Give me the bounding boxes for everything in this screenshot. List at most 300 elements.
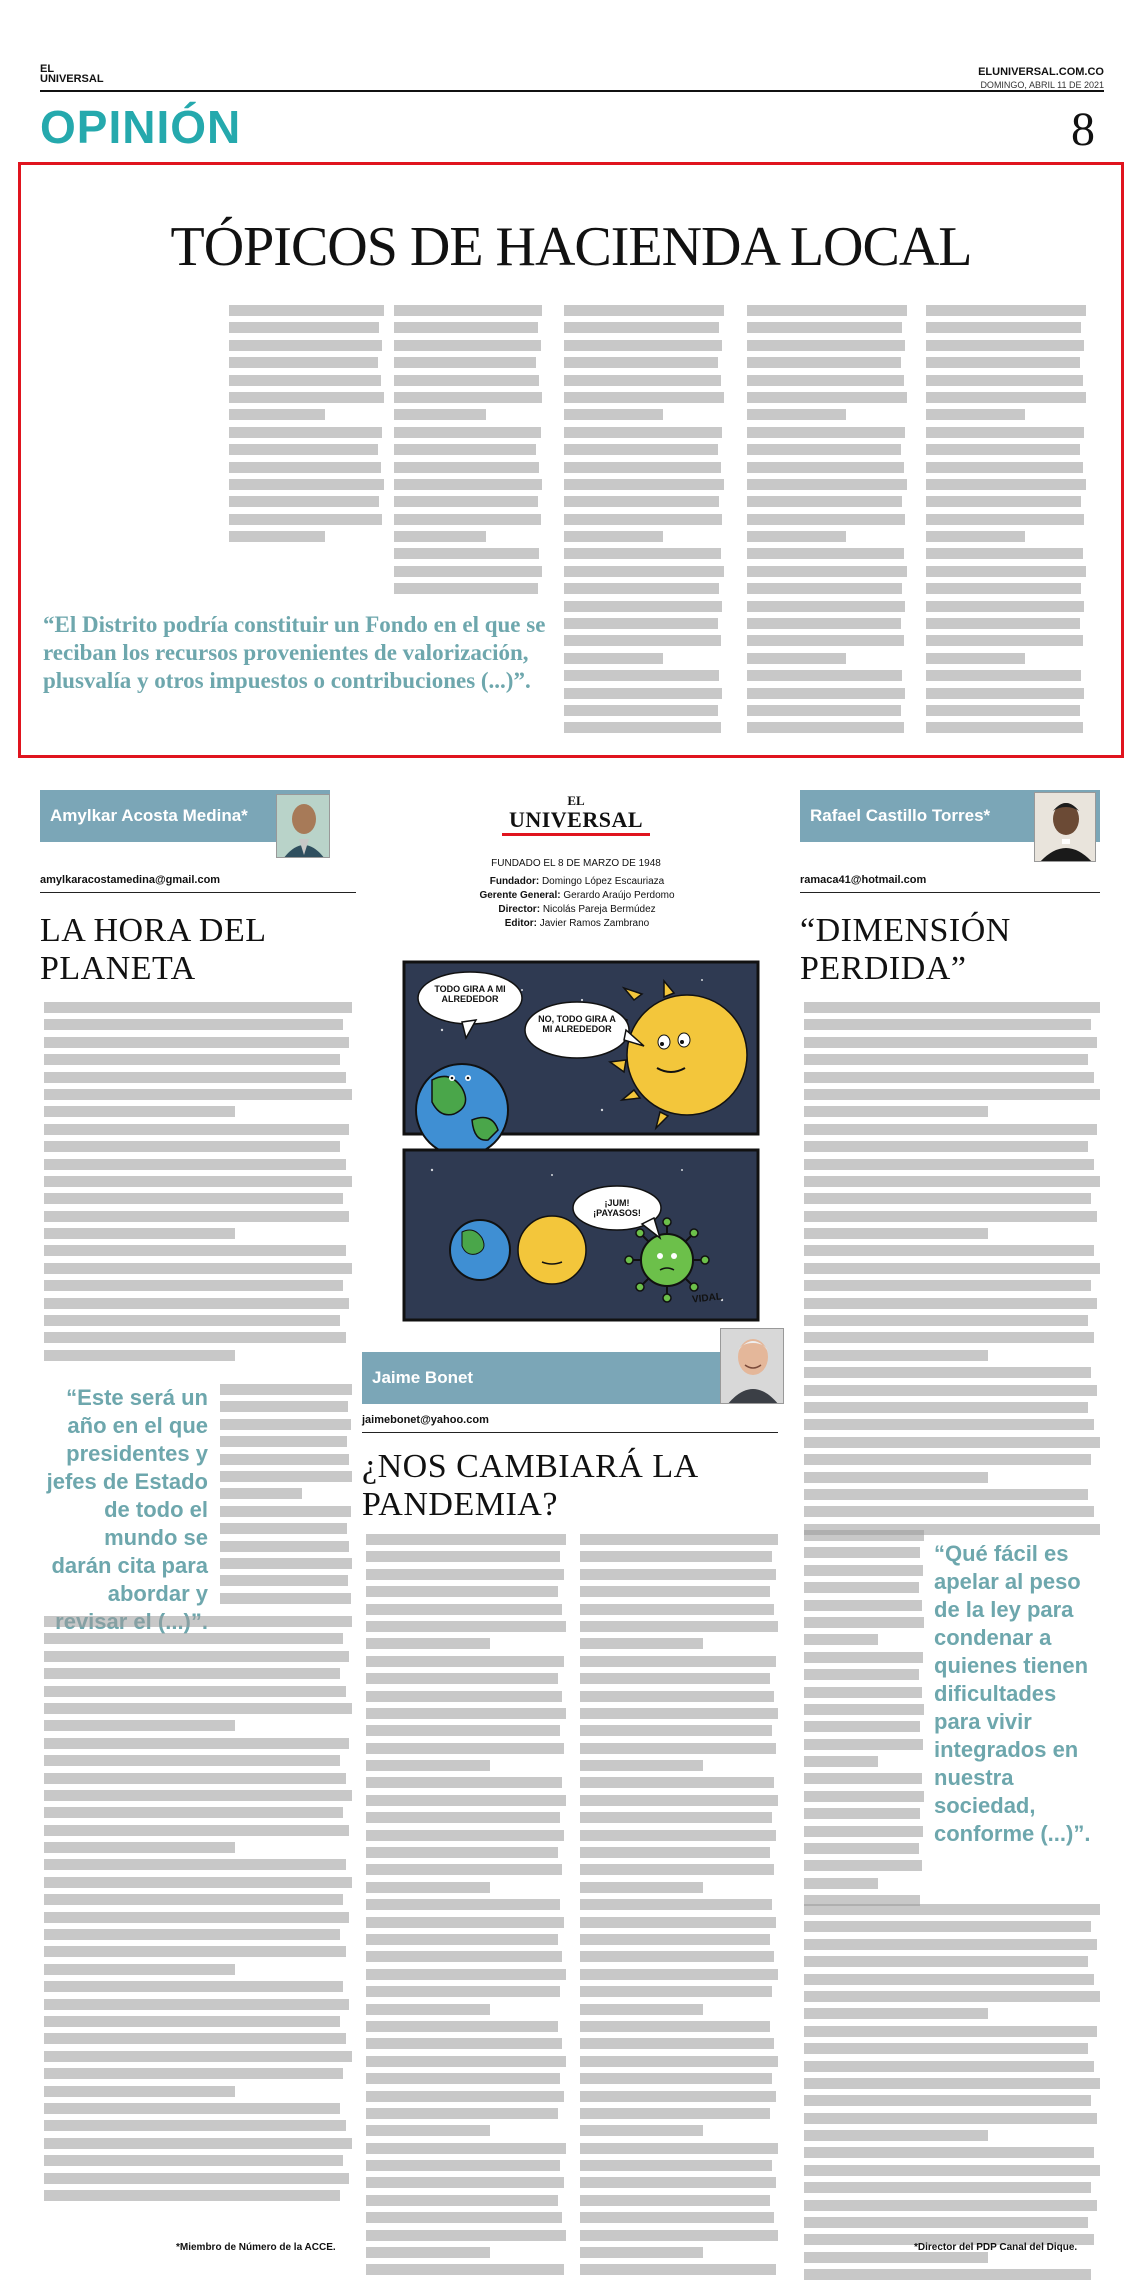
text-line [394, 392, 542, 403]
text-line [804, 1565, 923, 1576]
text-line [580, 1569, 776, 1580]
text-line [747, 375, 904, 386]
text-line [44, 1089, 352, 1100]
text-line [804, 1037, 1097, 1048]
text-line [220, 1488, 302, 1499]
text-line [747, 635, 904, 646]
text-line [804, 1530, 924, 1541]
text-line [44, 1124, 349, 1135]
text-line [804, 1843, 919, 1854]
text-line [366, 1847, 558, 1858]
text-line [394, 427, 541, 438]
text-line [564, 340, 722, 351]
staff-name: Domingo López Escauriaza [541, 876, 665, 887]
text-line [747, 514, 905, 525]
text-line [747, 583, 902, 594]
text-line [804, 2061, 1094, 2072]
text-line [804, 2008, 988, 2019]
text-line [926, 601, 1084, 612]
text-line [220, 1401, 348, 1412]
text-line [747, 462, 904, 473]
text-line [580, 1882, 703, 1893]
text-line [44, 1228, 235, 1239]
text-line [44, 2086, 235, 2097]
left-body-bottom [44, 1616, 352, 2207]
text-line [747, 653, 846, 664]
cartoon-bubble-earth: TODO GIRA A MI ALREDEDOR [434, 984, 506, 1004]
text-line [580, 1534, 778, 1545]
text-line [366, 1691, 562, 1702]
text-line [564, 409, 663, 420]
text-line [580, 2125, 703, 2136]
text-line [804, 2147, 1094, 2158]
text-line [44, 1912, 349, 1923]
text-line [366, 2004, 490, 2015]
byline-rule [40, 892, 356, 893]
text-line [804, 1072, 1094, 1083]
text-line [44, 1193, 343, 1204]
text-line [366, 2021, 558, 2032]
text-line [44, 1002, 352, 1013]
text-line [220, 1506, 351, 1517]
text-line [564, 722, 721, 733]
text-line [804, 2269, 1091, 2280]
cartoon-bubble-sun: NO, TODO GIRA A MI ALREDEDOR [538, 1014, 616, 1034]
text-line [394, 357, 536, 368]
text-line [44, 1668, 340, 1679]
column-title: “DIMENSIÓN PERDIDA” [800, 912, 1011, 987]
mid-body-column-2 [580, 1534, 778, 2282]
text-line [220, 1471, 352, 1482]
column-title: LA HORA DEL PLANETA [40, 912, 266, 987]
text-line [747, 688, 905, 699]
text-line [804, 1141, 1088, 1152]
text-line [580, 1656, 776, 1667]
text-line [804, 1089, 1100, 1100]
author-email[interactable]: ramaca41@hotmail.com [800, 874, 927, 886]
text-line [580, 1760, 703, 1771]
text-line [804, 2165, 1100, 2176]
text-line [580, 2056, 778, 2067]
text-line [366, 1951, 562, 1962]
text-line [804, 1176, 1100, 1187]
text-line [747, 322, 902, 333]
text-line [804, 1002, 1100, 1013]
text-line [926, 340, 1084, 351]
text-line [804, 1367, 1091, 1378]
text-line [747, 357, 901, 368]
text-line [366, 2212, 562, 2223]
text-line [366, 1795, 566, 1806]
text-line [220, 1384, 352, 1395]
editorial-text-column-1 [229, 305, 384, 548]
text-line [804, 1280, 1091, 1291]
text-line [804, 1547, 920, 1558]
text-line [564, 531, 663, 542]
text-line [44, 1019, 343, 1030]
text-line [220, 1454, 349, 1465]
text-line [804, 1600, 922, 1611]
staff-line-manager [452, 890, 702, 901]
text-line [804, 1617, 924, 1628]
text-line [44, 2138, 352, 2149]
text-line [394, 514, 541, 525]
column-title: ¿NOS CAMBIARÁ LA PANDEMIA? [362, 1448, 697, 1523]
text-line [926, 462, 1083, 473]
text-line [926, 496, 1081, 507]
text-line [229, 531, 325, 542]
text-line [366, 2143, 566, 2154]
text-line [564, 444, 718, 455]
text-line [804, 1974, 1094, 1985]
text-line [44, 1842, 235, 1853]
text-line [926, 566, 1086, 577]
text-line [366, 1760, 490, 1771]
text-line [804, 1582, 919, 1593]
text-line [44, 1999, 349, 2010]
text-line [580, 2004, 703, 2015]
text-line [229, 514, 382, 525]
text-line [580, 1621, 778, 1632]
text-line [580, 1899, 772, 1910]
text-line [366, 1899, 560, 1910]
text-line [804, 1019, 1091, 1030]
text-line [926, 635, 1083, 646]
text-line [44, 2120, 346, 2131]
text-line [926, 688, 1084, 699]
text-line [366, 2091, 564, 2102]
text-line [804, 1332, 1094, 1343]
avatar [276, 794, 330, 858]
editorial-text-column-3 [564, 305, 724, 740]
text-line [366, 2108, 558, 2119]
text-line [394, 479, 542, 490]
text-line [366, 1830, 564, 1841]
text-line [44, 2190, 340, 2201]
text-line [229, 479, 384, 490]
text-line [366, 1934, 558, 1945]
text-line [804, 1402, 1088, 1413]
text-line [44, 1651, 349, 1662]
staff-name: Gerardo Araújo Perdomo [563, 890, 675, 901]
text-line [564, 322, 719, 333]
text-line [804, 1211, 1097, 1222]
avatar [720, 1328, 784, 1404]
left-pull-quote: “Este será un año en el que presidentes y jefes de Estado de todo el mundo se darán cita para abordar y [46, 1385, 208, 1606]
text-line [804, 1350, 988, 1361]
text-line [580, 2038, 774, 2049]
text-line [804, 1826, 923, 1837]
text-line [394, 375, 539, 386]
text-line [804, 1506, 1094, 1517]
text-line [804, 1124, 1097, 1135]
text-line [580, 2021, 770, 2032]
text-line [926, 618, 1080, 629]
left-body-beside-quote [220, 1384, 352, 1610]
avatar [1034, 792, 1096, 862]
text-line [580, 1586, 770, 1597]
el-universal-logo [502, 793, 650, 836]
mid-body-column-1 [366, 1534, 566, 2282]
text-line [804, 1956, 1088, 1967]
text-line [580, 1604, 774, 1615]
text-line [580, 1847, 770, 1858]
text-line [366, 1638, 490, 1649]
text-line [564, 357, 718, 368]
text-line [804, 1756, 878, 1767]
text-line [580, 1673, 770, 1684]
text-line [44, 1350, 235, 1361]
text-line [580, 1969, 778, 1980]
text-line [804, 1808, 920, 1819]
text-line [44, 1037, 349, 1048]
page-number: 8 [1071, 103, 1095, 156]
text-line [747, 427, 905, 438]
text-line [804, 1054, 1088, 1065]
left-body-top [44, 1002, 352, 1367]
text-line [580, 1812, 772, 1823]
text-line [394, 548, 539, 559]
text-line [580, 1795, 778, 1806]
text-line [580, 2230, 778, 2241]
logo-red-bar [502, 833, 650, 836]
author-portrait-icon [721, 1329, 784, 1404]
text-line [804, 1228, 988, 1239]
byline-rule [362, 1432, 778, 1433]
text-line [926, 653, 1025, 664]
text-line [926, 392, 1086, 403]
staff-role: Editor: [504, 918, 537, 929]
text-line [366, 1743, 564, 1754]
text-line [926, 409, 1025, 420]
author-email[interactable]: amylkaracostamedina@gmail.com [40, 874, 221, 886]
staff-line-director [452, 904, 702, 915]
text-line [44, 2173, 349, 2184]
text-line [229, 322, 379, 333]
text-line [564, 688, 722, 699]
text-line [44, 2068, 343, 2079]
text-line [366, 1986, 560, 1997]
text-line [366, 2160, 560, 2171]
right-footnote: *Director del PDP Canal del Dique. [914, 2242, 1078, 2253]
text-line [804, 2217, 1088, 2228]
text-line [229, 496, 379, 507]
text-line [44, 1755, 340, 1766]
text-line [229, 409, 325, 420]
text-line [747, 392, 907, 403]
text-line [926, 444, 1080, 455]
text-line [747, 305, 907, 316]
text-line [366, 2230, 566, 2241]
text-line [580, 1691, 774, 1702]
text-line [564, 392, 724, 403]
text-line [747, 444, 901, 455]
text-line [564, 601, 722, 612]
text-line [804, 1991, 1100, 2002]
section-title: OPINIÓN [40, 101, 242, 153]
text-line [229, 444, 378, 455]
text-line [804, 1687, 922, 1698]
text-line [804, 1904, 1100, 1915]
right-body-bottom [804, 1904, 1100, 2282]
text-line [804, 1721, 920, 1732]
text-line [44, 1773, 346, 1784]
text-line [229, 340, 382, 351]
header-rule [40, 90, 1104, 92]
author-portrait-icon [1035, 793, 1096, 862]
text-line [926, 548, 1083, 559]
text-line [580, 1830, 776, 1841]
text-line [44, 2155, 343, 2166]
text-line [580, 1934, 770, 1945]
text-line [44, 1686, 346, 1697]
text-line [804, 2113, 1097, 2124]
text-line [44, 1738, 349, 1749]
text-line [366, 2073, 560, 2084]
text-line [394, 566, 542, 577]
text-line [564, 583, 719, 594]
text-line [926, 705, 1080, 716]
staff-line-editor [452, 918, 702, 929]
text-line [580, 2091, 776, 2102]
text-line [580, 2247, 703, 2258]
text-line [804, 1669, 919, 1680]
text-line [44, 2016, 340, 2027]
text-line [366, 1586, 558, 1597]
cartoonist-signature: VIDAL [691, 1291, 723, 1306]
editorial-cartoon [402, 960, 760, 1322]
text-line [44, 1315, 340, 1326]
text-line [804, 1939, 1097, 1950]
text-line [44, 1859, 346, 1870]
text-line [804, 1419, 1094, 1430]
text-line [366, 1656, 564, 1667]
text-line [44, 1245, 346, 1256]
text-line [804, 2095, 1091, 2106]
author-name: Amylkar Acosta Medina* [50, 806, 248, 825]
text-line [44, 2051, 352, 2062]
text-line [394, 462, 539, 473]
text-line [804, 1489, 1088, 1500]
staff-role: Gerente General: [479, 890, 561, 901]
text-line [580, 2143, 778, 2154]
text-line [804, 1791, 924, 1802]
author-name: Jaime Bonet [372, 1368, 474, 1387]
text-line [44, 1280, 343, 1291]
byline-rule [800, 892, 1100, 893]
text-line [564, 566, 724, 577]
site-url[interactable]: ELUNIVERSAL.COM.CO [978, 66, 1104, 78]
text-line [926, 479, 1086, 490]
text-line [747, 479, 907, 490]
editorial-frame [18, 162, 1124, 758]
text-line [44, 1054, 340, 1065]
text-line [44, 1633, 343, 1644]
text-line [220, 1558, 352, 1569]
text-line [564, 670, 719, 681]
text-line [44, 1790, 352, 1801]
text-line [926, 305, 1086, 316]
text-line [926, 670, 1081, 681]
author-email[interactable]: jaimebonet@yahoo.com [362, 1414, 489, 1426]
text-line [804, 1652, 923, 1663]
text-line [366, 1604, 562, 1615]
text-line [564, 479, 724, 490]
text-line [44, 1807, 343, 1818]
text-line [804, 1472, 988, 1483]
text-line [366, 1621, 566, 1632]
text-line [804, 2252, 988, 2263]
text-line [229, 375, 381, 386]
text-line [44, 1894, 343, 1905]
text-line [804, 1454, 1091, 1465]
text-line [564, 705, 718, 716]
byline-bar-mid [362, 1352, 752, 1404]
text-line [44, 2103, 340, 2114]
text-line [804, 1263, 1100, 1274]
text-line [394, 340, 541, 351]
text-line [366, 1673, 558, 1684]
text-line [926, 322, 1081, 333]
text-line [804, 2182, 1091, 2193]
text-line [564, 548, 721, 559]
logo-universal: UNIVERSAL [508, 807, 644, 832]
masthead-logo [40, 64, 104, 84]
right-body-top [804, 1002, 1100, 1541]
text-line [44, 1159, 346, 1170]
text-line [394, 531, 486, 542]
text-line [366, 1777, 562, 1788]
text-line [366, 1812, 560, 1823]
text-line [564, 653, 663, 664]
text-line [44, 1141, 340, 1152]
cartoon-bubble-virus: ¡JUM! ¡PAYASOS! [593, 1198, 641, 1218]
text-line [580, 2108, 770, 2119]
text-line [804, 1298, 1097, 1309]
text-line [580, 1725, 772, 1736]
text-line [394, 444, 536, 455]
text-line [366, 1917, 564, 1928]
text-line [44, 1263, 352, 1274]
text-line [44, 1720, 235, 1731]
text-line [44, 1964, 235, 1975]
text-line [564, 305, 724, 316]
text-line [366, 1864, 562, 1875]
text-line [44, 1176, 352, 1187]
text-line [394, 496, 538, 507]
text-line [220, 1436, 347, 1447]
text-line [580, 2264, 776, 2275]
text-line [747, 722, 904, 733]
text-line [926, 583, 1081, 594]
text-line [394, 322, 538, 333]
text-line [366, 2247, 490, 2258]
text-line [44, 1106, 235, 1117]
text-line [44, 1981, 343, 1992]
text-line [747, 496, 902, 507]
text-line [366, 1551, 560, 1562]
text-line [220, 1575, 348, 1586]
text-line [804, 1634, 878, 1645]
text-line [580, 1864, 774, 1875]
text-line [926, 375, 1083, 386]
editorial-title: TÓPICOS DE HACIENDA LOCAL [170, 216, 972, 278]
text-line [747, 618, 901, 629]
text-line [44, 1332, 346, 1343]
issue-date: DOMINGO, ABRIL 11 DE 2021 [980, 80, 1104, 90]
text-line [804, 2130, 988, 2141]
text-line [44, 1703, 352, 1714]
